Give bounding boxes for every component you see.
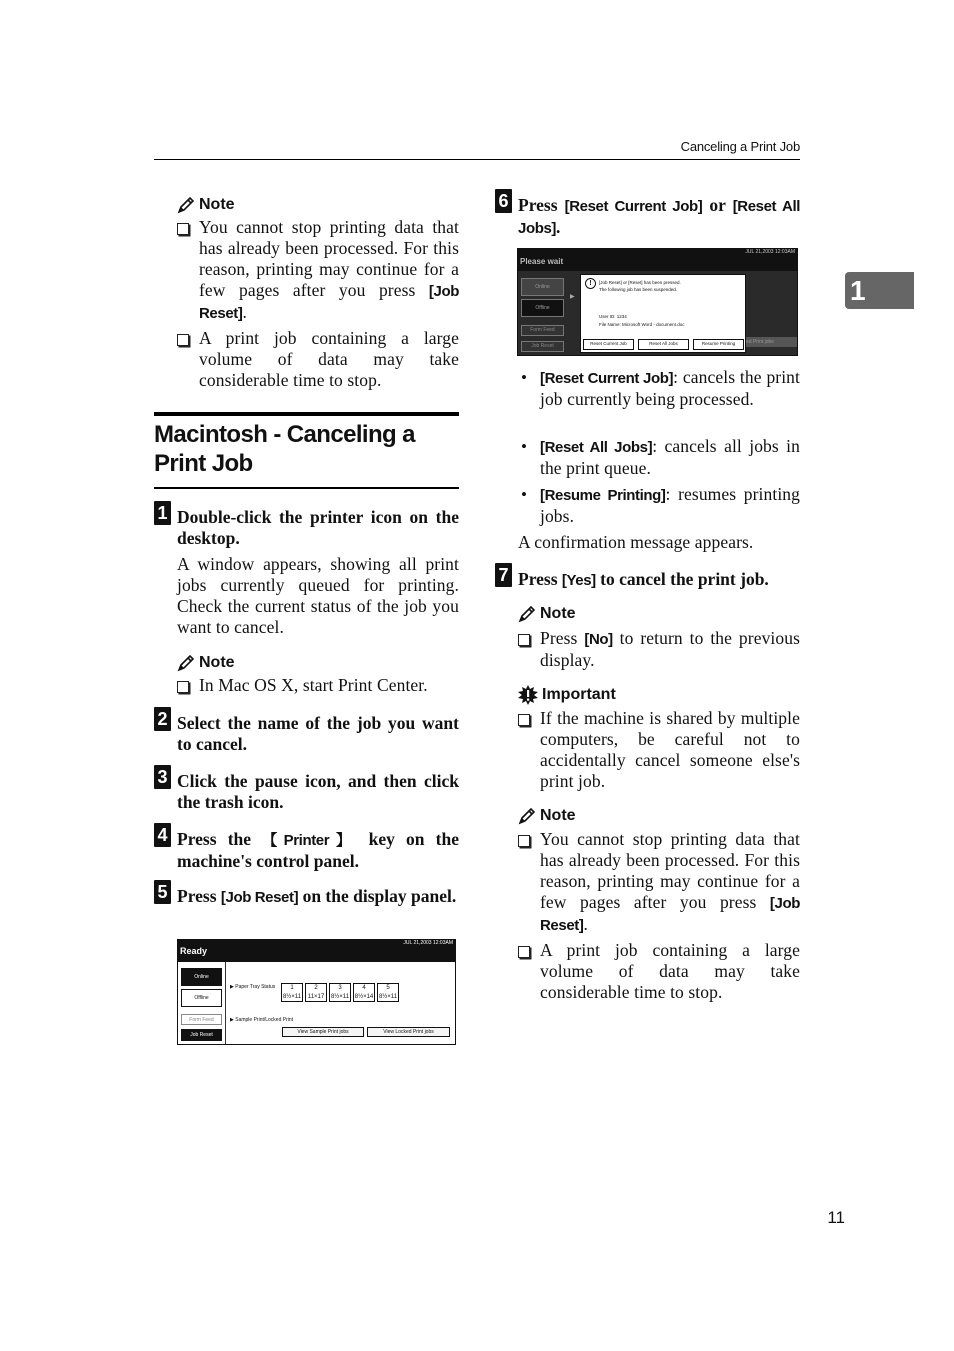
- important-heading: [518, 685, 616, 705]
- paper-tray: [353, 983, 375, 1002]
- no-key: [No]: [584, 631, 613, 648]
- resume-printing-key: [Resume Printing]: [540, 487, 666, 504]
- pencil-icon: [177, 654, 195, 672]
- checkbox-bullet-icon: [177, 681, 189, 693]
- panel-clock: JUL 21,2003 12:03AM: [403, 940, 453, 946]
- dialog-job-info: [599, 313, 684, 329]
- note-text-pre: Press: [540, 628, 585, 648]
- bullet-dot-icon: •: [521, 485, 527, 504]
- tray-size: 8½×14: [354, 994, 374, 1000]
- tray-size: 8½×11: [378, 994, 398, 1000]
- paper-tray: [377, 983, 399, 1002]
- offline-button[interactable]: [181, 989, 222, 1007]
- step-7-pre: Press: [518, 569, 562, 589]
- bullet-resume-printing: [540, 484, 800, 527]
- list-item: [518, 940, 800, 1003]
- note-text-body: You cannot stop printing data that has already been processed. For this reason, printing may continue for a few pages after you press: [199, 217, 459, 300]
- display-panel-ready: [177, 939, 456, 1045]
- dialog-file-name: File Name: Microsoft Word - document.doc: [599, 322, 685, 327]
- online-button[interactable]: [181, 968, 222, 986]
- list-item: [177, 328, 459, 391]
- list-item: [177, 675, 459, 696]
- step-6-mid: or: [702, 195, 733, 215]
- offline-label: Offline: [194, 995, 209, 1001]
- resume-label: Resume Printing: [701, 341, 736, 346]
- printer-key: 【Printer】: [262, 832, 358, 849]
- job-reset-label: Job Reset: [531, 343, 554, 349]
- arrow-icon: ▶: [570, 294, 575, 300]
- bullet-text: : cancels all jobs in the print queue.: [540, 436, 800, 478]
- dialog-user-id: User ID: 1234: [599, 314, 627, 319]
- paper-tray: [329, 983, 351, 1002]
- resume-printing-button[interactable]: [693, 339, 744, 350]
- panel-title: Please wait: [520, 257, 564, 266]
- view-locked-label: View Locked Print jobs: [383, 1029, 434, 1035]
- dialog-line-2: The following job has been suspended.: [599, 287, 678, 292]
- page-number: 11: [827, 1208, 845, 1227]
- note-heading-text: Note: [540, 807, 576, 824]
- important-text: If the machine is shared by multiple computers, be careful not to accidentally cancel someone else's print job.: [540, 708, 800, 791]
- section-rule-top: [154, 412, 459, 416]
- bullet-dot-icon: •: [521, 437, 527, 456]
- step-5-pre: Press: [177, 886, 221, 906]
- checkbox-bullet-icon: [518, 714, 530, 726]
- tray-number: 2: [314, 985, 318, 991]
- reset-current-job-key: [Reset Current Job]: [564, 198, 703, 215]
- step-7-post: to cancel the print job.: [595, 569, 769, 589]
- job-reset-label: Job Reset: [190, 1032, 213, 1038]
- online-label: Online: [535, 284, 550, 290]
- step-5-post: on the display panel.: [298, 886, 457, 906]
- important-heading-text: Important: [542, 686, 616, 703]
- list-item: [518, 628, 800, 671]
- note-text: In Mac OS X, start Print Center.: [199, 675, 428, 695]
- reset-all-jobs-button[interactable]: [638, 339, 689, 350]
- paper-tray: [305, 983, 327, 1002]
- note-heading: [518, 806, 576, 826]
- note-heading: [177, 195, 235, 215]
- suspend-dialog: [580, 274, 746, 353]
- panel-clock: JUL 21,2003 12:03AM: [745, 249, 795, 255]
- checkbox-bullet-icon: [518, 634, 530, 646]
- job-reset-key: [Job Reset]: [220, 889, 299, 906]
- job-reset-button[interactable]: [521, 341, 564, 352]
- view-sample-print-button[interactable]: [282, 1027, 364, 1037]
- online-button[interactable]: [521, 278, 564, 296]
- checkbox-bullet-icon: [177, 334, 189, 346]
- tray-size: 8½×11: [330, 994, 350, 1000]
- job-reset-button[interactable]: [181, 1029, 222, 1041]
- reset-current-job-button[interactable]: [583, 339, 634, 350]
- tray-size: 11×17: [307, 994, 325, 1000]
- section-title: Macintosh - Canceling a Print Job: [154, 421, 415, 477]
- form-feed-button[interactable]: [521, 325, 564, 336]
- step-2-text: Select the name of the job you want to cancel.: [177, 713, 459, 754]
- step-4-post: key on the machine's control panel.: [177, 829, 460, 871]
- step-1-text: Double-click the printer icon on the desktop.: [177, 507, 459, 548]
- sample-print-text: Sample Print/Locked Print: [235, 1017, 294, 1023]
- step-4-text: [177, 829, 459, 872]
- chapter-tab: 1: [845, 272, 914, 309]
- view-locked-print-button[interactable]: [367, 1027, 450, 1037]
- job-reset-key: [Job Reset]: [199, 283, 459, 322]
- tray-number: 4: [362, 985, 366, 991]
- display-panel-please-wait: [517, 248, 798, 356]
- reset-current-label: Reset Current Job: [590, 341, 627, 346]
- form-feed-button[interactable]: [181, 1014, 222, 1025]
- form-feed-label: Form Feed: [530, 327, 555, 333]
- reset-current-job-key: [Reset Current Job]: [540, 370, 674, 387]
- step-5-text: [177, 886, 459, 908]
- tray-number: 1: [290, 985, 294, 991]
- important-icon: [518, 685, 538, 705]
- panel-title: Ready: [180, 946, 208, 956]
- tray-size: 8½×11: [282, 994, 302, 1000]
- step-number-7: 7: [495, 563, 512, 587]
- form-feed-label: Form Feed: [189, 1017, 214, 1023]
- checkbox-bullet-icon: [518, 946, 530, 958]
- reset-all-jobs-key: [Reset All Jobs]: [518, 198, 800, 237]
- step-number-1: 1: [154, 501, 171, 525]
- bullet-text: : cancels the print job currently being processed.: [540, 367, 800, 409]
- offline-label: Offline: [535, 305, 550, 311]
- step-number-6: 6: [495, 189, 512, 213]
- dialog-line-1: [Job Reset] or [Reset] has been pressed.: [599, 280, 681, 285]
- step-6-pre: Press: [518, 195, 565, 215]
- view-sample-label: View Sample Print jobs: [297, 1029, 349, 1035]
- note-heading-text: Note: [199, 196, 235, 213]
- tray-status-text: Paper Tray Status: [235, 984, 276, 990]
- note-text: A print job containing a large volume of data may take considerable time to stop.: [199, 328, 459, 390]
- panel-status-bar: [518, 249, 797, 271]
- step-number-3: 3: [154, 765, 171, 789]
- checkbox-bullet-icon: [177, 223, 189, 235]
- step-3-text: Click the pause icon, and then click the trash icon.: [177, 771, 459, 812]
- note-heading-text: Note: [199, 654, 235, 671]
- bullet-text: : resumes printing jobs.: [540, 484, 800, 526]
- note-text: [540, 628, 800, 671]
- panel-status-bar: [178, 940, 455, 962]
- note-text-body: You cannot stop printing data that has already been processed. For this reason, printing may continue for a few pages after you press: [540, 829, 800, 912]
- tray-number: 5: [386, 985, 390, 991]
- note-text: You cannot stop printing data that has already been processed. For this reason, printing may continue for a few pages after you press [Job Reset].: [540, 829, 800, 934]
- bullet-reset-current: [540, 367, 800, 410]
- dialog-message: [599, 279, 681, 293]
- note-text: A print job containing a large volume of data may take considerable time to stop.: [540, 940, 800, 1002]
- header-rule: [154, 159, 800, 160]
- note-heading: [518, 604, 576, 624]
- pencil-icon: [177, 196, 195, 214]
- step-number-5: 5: [154, 880, 171, 904]
- side-print-jobs-label: ed Print jobs: [744, 337, 798, 347]
- reset-all-label: Reset All Jobs: [649, 341, 678, 346]
- step-number-2: 2: [154, 707, 171, 731]
- alert-icon: !: [585, 278, 596, 289]
- job-reset-key: [Job Reset]: [540, 895, 800, 934]
- confirmation-text: A confirmation message appears.: [518, 532, 754, 552]
- note-text: You cannot stop printing data that has already been processed. For this reason, printing may continue for a few pages after you press [Job Reset].: [199, 217, 459, 322]
- sample-print-label: ▶ Sample Print/Locked Print: [230, 1017, 294, 1023]
- offline-button[interactable]: [521, 299, 564, 317]
- tray-number: 3: [338, 985, 342, 991]
- bullet-dot-icon: •: [521, 368, 527, 387]
- panel-side-column: [178, 962, 226, 1044]
- bullet-reset-all: [540, 436, 800, 479]
- step-6-text: [518, 195, 800, 239]
- checkbox-bullet-icon: [518, 835, 530, 847]
- step-7-text: [518, 569, 800, 591]
- note-text-post: to return to the previous display.: [540, 628, 800, 670]
- note-heading: [177, 653, 235, 673]
- section-rule-bottom: [154, 487, 459, 489]
- paper-tray-status-label: ▶ Paper Tray Status: [230, 984, 276, 990]
- reset-all-jobs-key: [Reset All Jobs]: [540, 439, 653, 456]
- online-label: Online: [194, 974, 209, 980]
- step-number-4: 4: [154, 823, 171, 847]
- step-1-body: A window appears, showing all print jobs currently queued for printing. Check the current status of the job you want to cancel.: [177, 554, 459, 637]
- yes-key: [Yes]: [561, 572, 596, 589]
- note-heading-text: Note: [540, 605, 576, 622]
- paper-tray: [281, 983, 303, 1002]
- pencil-icon: [518, 605, 536, 623]
- step-4-pre: Press the: [177, 829, 263, 849]
- list-item: [518, 829, 800, 936]
- pencil-icon: [518, 807, 536, 825]
- step-6-post: .: [556, 217, 561, 237]
- list-item: [518, 708, 800, 792]
- running-head: Canceling a Print Job: [680, 139, 800, 154]
- list-item: [177, 217, 459, 324]
